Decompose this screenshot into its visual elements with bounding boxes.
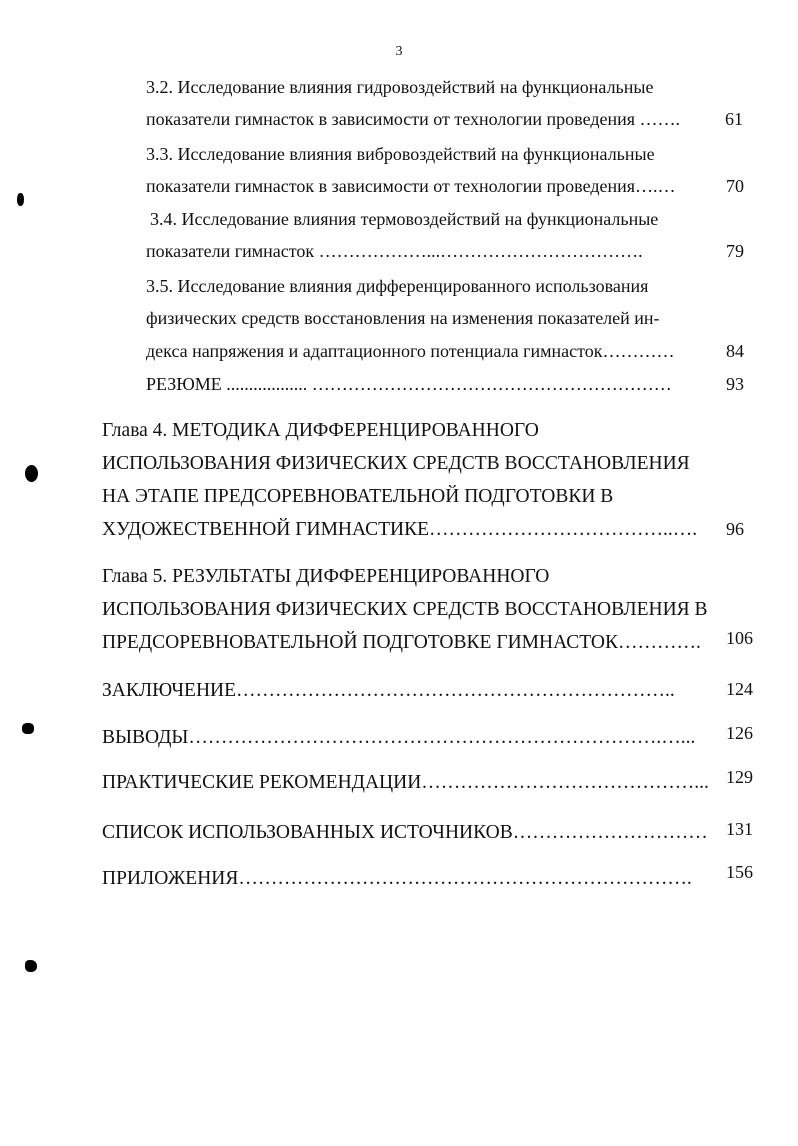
toc-entry-3-2-page: 61 [725,109,743,129]
toc-conclusion: ЗАКЛЮЧЕНИЕ………………………………………………………….. [102,680,675,701]
toc-appendices: ПРИЛОЖЕНИЯ……………………………………………………………. [102,868,692,889]
toc-chapter-4-line1: Глава 4. МЕТОДИКА ДИФФЕРЕНЦИРОВАННОГО [102,420,539,441]
scan-mark [22,723,34,734]
toc-entry-resume-page: 93 [726,374,744,394]
toc-entry-3-2-line2: показатели гимнасток в зависимости от технологии проведения ……. [146,109,681,129]
toc-entry-3-5-line3: декса напряжения и адаптационного потенциала гимнасток………… [146,341,675,361]
toc-chapter-5-line1: Глава 5. РЕЗУЛЬТАТЫ ДИФФЕРЕНЦИРОВАННОГО [102,566,550,587]
scan-mark [25,465,38,482]
toc-entry-3-4-page: 79 [726,241,744,261]
toc-sources: СПИСОК ИСПОЛЬЗОВАННЫХ ИСТОЧНИКОВ………………………… [102,822,708,843]
toc-chapter-4-line4: ХУДОЖЕСТВЕННОЙ ГИМНАСТИКЕ………………………………..…. [102,519,698,540]
toc-entry-3-4-line2: показатели гимнасток ………………...……………………………. [146,241,643,261]
toc-chapter-4-page: 96 [726,519,744,539]
toc-recommendations: ПРАКТИЧЕСКИЕ РЕКОМЕНДАЦИИ……………………………………... [102,772,709,793]
toc-chapter-5-page: 106 [726,628,753,648]
toc-entry-3-3-page: 70 [726,176,744,196]
scan-mark [17,193,24,206]
toc-entry-3-5-line2: физических средств восстановления на изменения показателей ин- [146,308,660,328]
toc-recommendations-page: 129 [726,767,753,787]
toc-entry-3-5-page: 84 [726,341,744,361]
toc-chapter-4-line3: НА ЭТАПЕ ПРЕДСОРЕВНОВАТЕЛЬНОЙ ПОДГОТОВКИ В [102,486,614,507]
toc-entry-resume: РЕЗЮМЕ .................. …………………………………………………… [146,374,672,394]
toc-sources-page: 131 [726,819,753,839]
toc-findings-page: 126 [726,723,753,743]
toc-chapter-5-line3: ПРЕДСОРЕВНОВАТЕЛЬНОЙ ПОДГОТОВКЕ ГИМНАСТОК…………. [102,632,701,653]
toc-entry-3-4-line1: 3.4. Исследование влияния термовоздействий на функциональные [150,209,659,229]
page-number: 3 [395,44,403,59]
toc-entry-3-2-line1: 3.2. Исследование влияния гидровоздействий на функциональные [146,77,654,97]
toc-entry-3-5-line1: 3.5. Исследование влияния дифференцированного использования [146,276,649,296]
scan-mark [25,960,37,972]
toc-entry-3-3-line1: 3.3. Исследование влияния вибровоздействий на функциональные [146,144,655,164]
toc-appendices-page: 156 [726,862,753,882]
toc-conclusion-page: 124 [726,679,753,699]
toc-findings: ВЫВОДЫ……………………………………………………………….…... [102,727,696,748]
toc-chapter-5-line2: ИСПОЛЬЗОВАНИЯ ФИЗИЧЕСКИХ СРЕДСТВ ВОССТАНОВЛЕНИЯ В [102,599,708,620]
toc-entry-3-3-line2: показатели гимнасток в зависимости от технологии проведения….… [146,176,676,196]
toc-chapter-4-line2: ИСПОЛЬЗОВАНИЯ ФИЗИЧЕСКИХ СРЕДСТВ ВОССТАНОВЛЕНИЯ [102,453,690,474]
